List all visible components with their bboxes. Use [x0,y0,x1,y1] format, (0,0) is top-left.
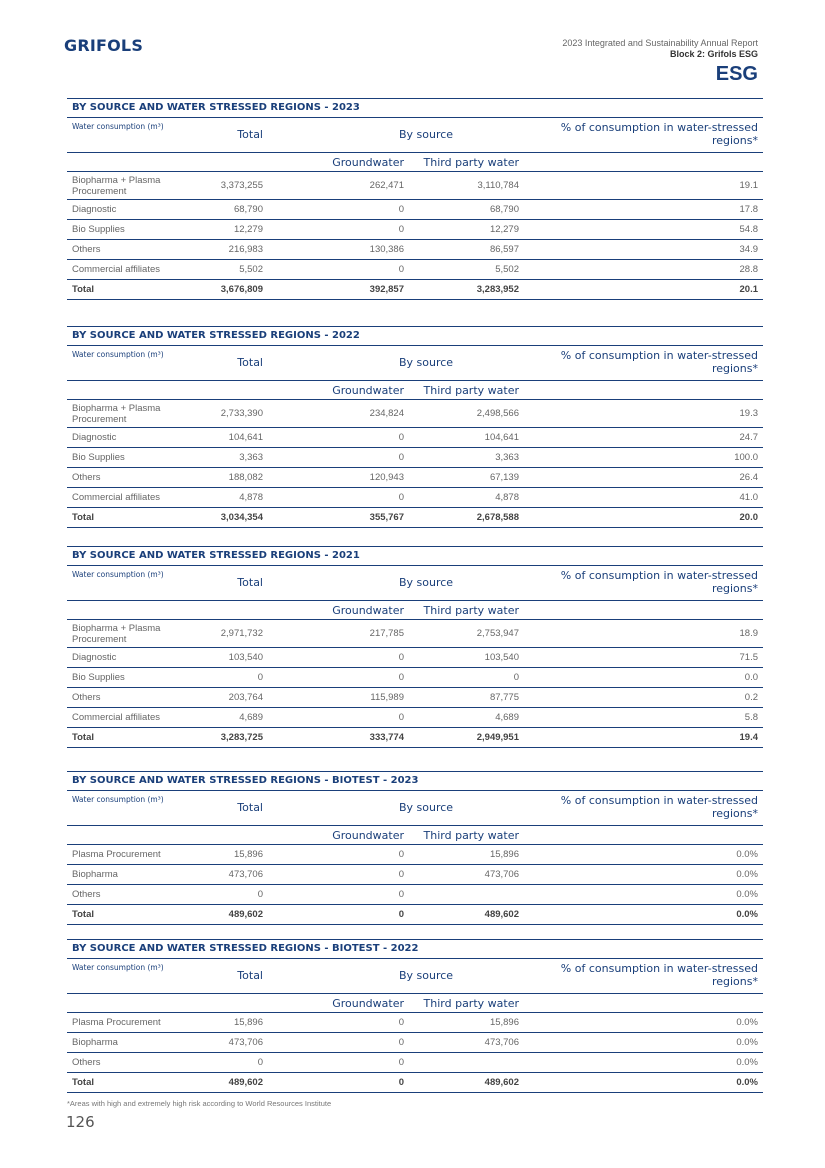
table-row [67,1053,763,1073]
header-pct-line1: % of consumption in water-stressed [560,121,758,134]
cell-groundwater: 355,767 [369,512,404,523]
cell-third-party: 5,502 [495,264,519,275]
row-label: Plasma Procurement [72,849,161,860]
header-groundwater: Groundwater [332,829,404,842]
cell-third-party: 68,790 [489,204,519,215]
table-row [67,1033,763,1053]
header-pct-line1: % of consumption in water-stressed [560,794,758,807]
row-label: Commercial affiliates [72,264,160,275]
header-third-party: Third party water [423,604,519,617]
cell-pct: 41.0 [739,492,758,503]
header-pct-line2: regions* [711,362,758,375]
esg-mark-e: E [715,63,730,85]
cell-third-party: 15,896 [489,849,519,860]
header-pct-line2: regions* [711,975,758,988]
cell-pct: 0.0% [736,1037,758,1048]
subheader-row [67,153,763,172]
table-row [67,688,763,708]
cell-total: 0 [257,889,263,900]
header-pct [538,349,758,375]
header-total: Total [237,576,263,589]
cell-groundwater: 0 [398,652,404,663]
cell-third-party: 103,540 [484,652,519,663]
cell-total: 2,733,390 [220,408,263,419]
cell-total: 3,034,354 [220,512,263,523]
cell-total: 3,373,255 [220,180,263,191]
table-row [67,220,763,240]
table-row [67,260,763,280]
subheader-row [67,826,763,845]
row-label: Biopharma [72,1037,118,1048]
subheader-row [67,381,763,400]
cell-groundwater: 0 [398,1057,404,1068]
row-label: Biopharma [72,869,118,880]
footnote: *Areas with high and extremely high risk according to World Resources Institute [67,1099,332,1108]
unit-label: Water consumption (m³) [72,122,164,131]
header-pct-line1: % of consumption in water-stressed [560,569,758,582]
cell-third-party: 86,597 [489,244,519,255]
header-by-source: By source [398,801,454,814]
cell-groundwater: 0 [398,224,404,235]
block-title: Block 2: Grifols ESG [669,49,758,59]
cell-pct: 0.0% [736,1057,758,1068]
cell-total: 103,540 [228,652,263,663]
header-total: Total [237,128,263,141]
cell-third-party: 67,139 [489,472,519,483]
header-groundwater: Groundwater [332,384,404,397]
row-label: Total [72,1077,94,1088]
esg-mark-rest: SG [729,63,758,85]
cell-third-party: 2,678,588 [476,512,519,523]
cell-pct: 18.9 [739,628,758,639]
table-row [67,200,763,220]
cell-pct: 19.4 [739,732,758,743]
row-label: Others [72,889,101,900]
table-header [67,959,763,994]
table-row [67,428,763,448]
header-pct [538,794,758,820]
table-header [67,566,763,601]
cell-groundwater: 0 [398,492,404,503]
cell-third-party: 2,498,566 [476,408,519,419]
table-row [67,240,763,260]
cell-third-party: 0 [513,672,519,683]
cell-total: 2,971,732 [220,628,263,639]
header-groundwater: Groundwater [332,604,404,617]
table-2022 [67,326,763,528]
header-third-party: Third party water [423,156,519,169]
cell-total: 489,602 [228,909,263,920]
cell-total: 15,896 [233,1017,263,1028]
table-title: BY SOURCE AND WATER STRESSED REGIONS - BIOTEST - 2023 [67,771,763,791]
row-label: Diagnostic [72,204,117,215]
header-third-party: Third party water [423,384,519,397]
header-third-party: Third party water [423,829,519,842]
cell-total: 0 [257,672,263,683]
cell-total: 473,706 [228,1037,263,1048]
row-label: Plasma Procurement [72,1017,161,1028]
row-label: Commercial affiliates [72,492,160,503]
cell-groundwater: 333,774 [369,732,404,743]
cell-groundwater: 115,989 [370,692,404,703]
unit-label: Water consumption (m³) [72,795,164,804]
header-total: Total [237,801,263,814]
cell-groundwater: 0 [398,849,404,860]
header-by-source: By source [398,128,454,141]
table-header [67,346,763,381]
cell-pct: 0.0% [736,889,758,900]
cell-total: 15,896 [233,849,263,860]
table-header [67,791,763,826]
table-row [67,845,763,865]
row-label: Bio Supplies [72,672,125,683]
table-biotest-2023 [67,771,763,925]
cell-total: 188,082 [228,472,263,483]
header-third-party: Third party water [423,997,519,1010]
cell-pct: 19.3 [739,408,758,419]
cell-third-party [404,1053,519,1072]
cell-pct: 0.0% [736,1077,758,1088]
cell-total: 473,706 [228,869,263,880]
row-label: Biopharma + Plasma Procurement [72,402,161,425]
header-pct [538,121,758,147]
row-label: Total [72,732,94,743]
total-row [67,728,763,748]
cell-third-party: 3,110,784 [477,180,519,191]
cell-groundwater: 0 [398,432,404,443]
cell-groundwater: 0 [398,204,404,215]
total-row [67,280,763,300]
cell-groundwater: 234,824 [369,408,404,419]
row-label: Total [72,284,94,295]
cell-pct: 54.8 [739,224,758,235]
total-row [67,508,763,528]
table-title: BY SOURCE AND WATER STRESSED REGIONS - 2023 [67,98,763,118]
table-2021 [67,546,763,748]
table-2023 [67,98,763,300]
cell-third-party: 104,641 [484,432,519,443]
cell-pct: 28.8 [739,264,758,275]
report-title: 2023 Integrated and Sustainability Annual Report [562,38,758,48]
row-label: Commercial affiliates [72,712,160,723]
cell-total: 12,279 [233,224,263,235]
row-label: Biopharma + Plasma Procurement [72,622,161,645]
header-total: Total [237,356,263,369]
cell-total: 104,641 [228,432,263,443]
cell-groundwater: 0 [398,712,404,723]
cell-third-party: 489,602 [484,909,519,920]
cell-groundwater: 0 [398,452,404,463]
cell-total: 3,676,809 [220,284,263,295]
row-label: Others [72,472,101,483]
cell-groundwater: 0 [398,672,404,683]
cell-pct: 24.7 [739,432,758,443]
header-pct-line2: regions* [711,134,758,147]
subheader-row [67,601,763,620]
cell-total: 203,764 [228,692,263,703]
cell-total: 5,502 [239,264,263,275]
cell-pct: 0.0 [744,672,758,683]
cell-total: 216,983 [228,244,263,255]
cell-third-party: 3,363 [495,452,519,463]
header-by-source: By source [398,969,454,982]
table-row [67,865,763,885]
row-label: Others [72,692,101,703]
cell-pct: 71.5 [739,652,758,663]
cell-pct: 0.0% [736,849,758,860]
cell-total: 4,689 [239,712,263,723]
table-title: BY SOURCE AND WATER STRESSED REGIONS - BIOTEST - 2022 [67,939,763,959]
cell-groundwater: 0 [398,869,404,880]
cell-third-party: 15,896 [489,1017,519,1028]
cell-third-party: 2,753,947 [476,628,519,639]
cell-third-party: 12,279 [489,224,519,235]
table-biotest-2022 [67,939,763,1093]
row-label: Biopharma + Plasma Procurement [72,174,161,197]
cell-third-party: 4,689 [495,712,519,723]
table-row [67,488,763,508]
cell-pct: 5.8 [744,712,758,723]
cell-total: 3,363 [239,452,263,463]
row-label: Diagnostic [72,432,117,443]
cell-groundwater: 0 [398,264,404,275]
row-label: Others [72,244,101,255]
cell-pct: 17.8 [739,204,758,215]
header-groundwater: Groundwater [332,997,404,1010]
cell-total: 3,283,725 [220,732,263,743]
cell-groundwater: 0 [398,889,404,900]
cell-groundwater: 130,386 [369,244,404,255]
cell-groundwater: 217,785 [369,628,404,639]
table-row [67,468,763,488]
cell-third-party: 473,706 [484,1037,519,1048]
row-label: Others [72,1057,101,1068]
cell-third-party: 489,602 [484,1077,519,1088]
table-row [67,620,763,648]
page-number: 126 [66,1113,95,1131]
row-label: Bio Supplies [72,224,125,235]
header-pct [538,962,758,988]
cell-third-party: 3,283,952 [476,284,519,295]
cell-third-party: 4,878 [495,492,519,503]
row-label: Bio Supplies [72,452,125,463]
cell-pct: 0.0% [736,869,758,880]
header-pct-line2: regions* [711,807,758,820]
unit-label: Water consumption (m³) [72,350,164,359]
cell-pct: 20.1 [739,284,758,295]
cell-groundwater: 0 [398,1017,404,1028]
table-row [67,448,763,468]
total-row [67,905,763,925]
table-row [67,400,763,428]
cell-third-party [404,885,519,904]
table-row [67,648,763,668]
header-total: Total [237,969,263,982]
esg-mark [562,62,758,86]
cell-third-party: 473,706 [484,869,519,880]
grifols-logo: GRIFOLS [64,36,144,55]
cell-third-party: 87,775 [489,692,519,703]
cell-pct: 20.0 [739,512,758,523]
cell-groundwater: 392,857 [369,284,404,295]
page-header [562,38,758,86]
header-by-source: By source [398,356,454,369]
table-title: BY SOURCE AND WATER STRESSED REGIONS - 2021 [67,546,763,566]
cell-groundwater: 262,471 [369,180,404,191]
cell-pct: 0.2 [744,692,758,703]
cell-third-party: 2,949,951 [476,732,519,743]
cell-groundwater: 0 [398,1037,404,1048]
header-groundwater: Groundwater [332,156,404,169]
unit-label: Water consumption (m³) [72,963,164,972]
cell-groundwater: 120,943 [369,472,404,483]
row-label: Diagnostic [72,652,117,663]
header-pct [538,569,758,595]
cell-pct: 0.0% [736,909,758,920]
cell-pct: 100.0 [734,452,758,463]
cell-pct: 34.9 [739,244,758,255]
header-pct-line2: regions* [711,582,758,595]
row-label: Total [72,909,94,920]
table-row [67,172,763,200]
cell-pct: 19.1 [739,180,758,191]
table-row [67,668,763,688]
subheader-row [67,994,763,1013]
table-title: BY SOURCE AND WATER STRESSED REGIONS - 2022 [67,326,763,346]
cell-total: 4,878 [239,492,263,503]
row-label: Total [72,512,94,523]
header-pct-line1: % of consumption in water-stressed [560,962,758,975]
table-header [67,118,763,153]
total-row [67,1073,763,1093]
cell-pct: 0.0% [736,1017,758,1028]
cell-pct: 26.4 [739,472,758,483]
unit-label: Water consumption (m³) [72,570,164,579]
table-row [67,1013,763,1033]
header-pct-line1: % of consumption in water-stressed [560,349,758,362]
cell-groundwater: 0 [398,909,404,920]
cell-groundwater: 0 [398,1077,404,1088]
cell-total: 489,602 [228,1077,263,1088]
table-row [67,885,763,905]
header-by-source: By source [398,576,454,589]
table-row [67,708,763,728]
cell-total: 0 [257,1057,263,1068]
cell-total: 68,790 [233,204,263,215]
